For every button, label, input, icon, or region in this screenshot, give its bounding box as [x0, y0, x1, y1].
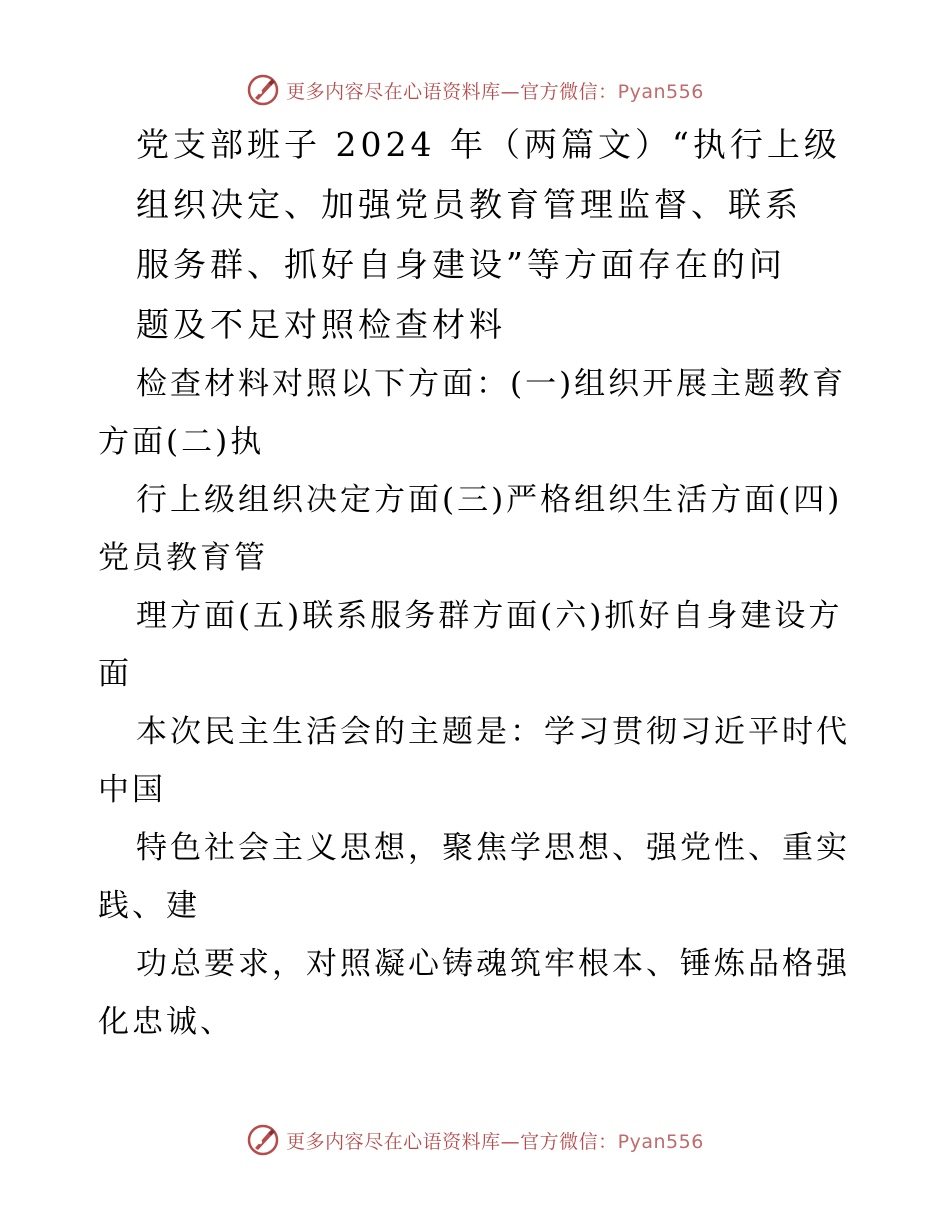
paragraph-line: 方面(二)执: [98, 424, 265, 460]
paragraph-line: 功总要求，对照凝心铸魂筑牢根本、锤炼品格强: [136, 946, 850, 982]
paragraph-line: 特色社会主义思想，聚焦学思想、强党性、重实: [136, 830, 850, 866]
pen-logo-icon: [246, 73, 280, 107]
header-wechat-id: Pyan556: [617, 80, 704, 103]
footer-wechat-id: Pyan556: [617, 1130, 704, 1153]
footer-banner: [0, 1120, 950, 1160]
paragraph-line: 面: [98, 656, 132, 692]
header-banner-text: 更多内容尽在心语资料库—官方微信：Pyan556: [286, 80, 704, 103]
paragraph-line: 党员教育管: [98, 540, 268, 576]
title-line: 服务群、抓好自身建设”等方面存在的问: [136, 245, 786, 284]
paragraph: [98, 355, 858, 471]
paragraph-line: 行上级组织决定方面(三)严格组织生活方面(四): [136, 482, 843, 518]
pen-logo-icon: [246, 1123, 280, 1157]
paragraph-line: 理方面(五)联系服务群方面(六)抓好自身建设方: [136, 598, 843, 634]
paragraph: [98, 587, 858, 703]
document-body: [98, 115, 858, 1051]
paragraph: [98, 935, 858, 1051]
paragraph-line: 中国: [98, 772, 166, 808]
title-line: 组织决定、加强党员教育管理监督、联系: [136, 185, 802, 224]
paragraph-line: 检查材料对照以下方面：(一)组织开展主题教育: [136, 366, 847, 402]
paragraph-line: 本次民主生活会的主题是：学习贯彻习近平时代: [136, 714, 850, 750]
title-line: 题及不足对照检查材料: [136, 305, 506, 344]
paragraph-line: 践、建: [98, 888, 200, 924]
document-title: [98, 115, 858, 355]
paragraph: [98, 819, 858, 935]
title-line: 党支部班子 2024 年（两篇文）“执行上级: [136, 125, 841, 164]
footer-banner-text: 更多内容尽在心语资料库—官方微信：Pyan556: [286, 1130, 704, 1153]
header-banner: [0, 70, 950, 110]
paragraph: [98, 703, 858, 819]
paragraph: [98, 471, 858, 587]
paragraph-line: 化忠诚、: [98, 1004, 234, 1040]
